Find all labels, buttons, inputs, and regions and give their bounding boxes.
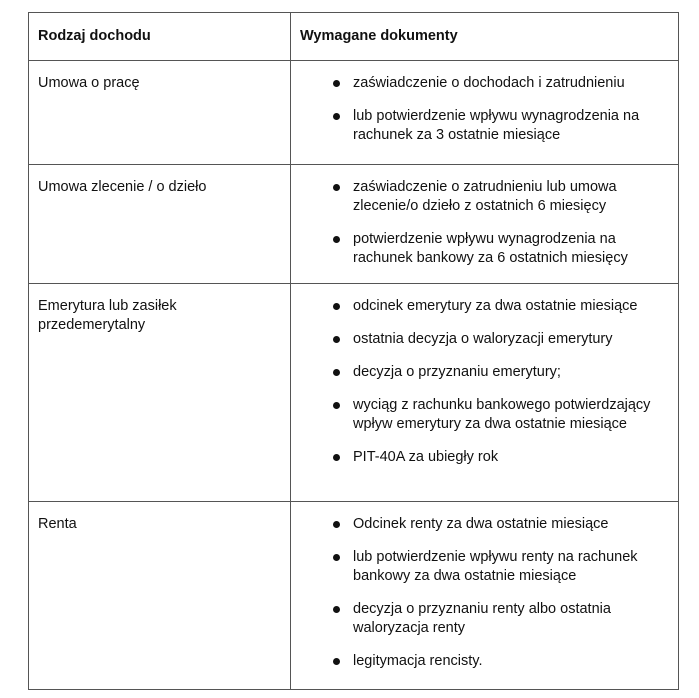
table-row	[29, 165, 679, 284]
income-type-cell: Emerytura lub zasiłek przedemerytalny	[29, 284, 291, 502]
documents-list	[300, 74, 672, 145]
list-item: Odcinek renty za dwa ostatnie miesiące	[300, 515, 672, 534]
documents-list	[300, 515, 672, 671]
list-item: decyzja o przyznaniu renty albo ostatnia waloryzacja renty	[300, 600, 672, 638]
list-item: decyzja o przyznaniu emerytury;	[300, 363, 672, 382]
table-row	[29, 502, 679, 690]
income-type-cell: Renta	[29, 502, 291, 690]
documents-cell	[291, 61, 679, 165]
list-item: PIT-40A za ubiegły rok	[300, 448, 672, 467]
documents-cell	[291, 502, 679, 690]
list-item: ostatnia decyzja o waloryzacji emerytury	[300, 330, 672, 349]
header-required-documents: Wymagane dokumenty	[291, 13, 679, 61]
documents-list	[300, 297, 672, 467]
list-item: zaświadczenie o zatrudnieniu lub umowa zlecenie/o dzieło z ostatnich 6 miesięcy	[300, 178, 672, 216]
documents-cell	[291, 165, 679, 284]
list-item: potwierdzenie wpływu wynagrodzenia na rachunek bankowy za 6 ostatnich miesięcy	[300, 230, 672, 268]
table-row	[29, 61, 679, 165]
documents-cell	[291, 284, 679, 502]
table-row	[29, 284, 679, 502]
header-income-type: Rodzaj dochodu	[29, 13, 291, 61]
list-item: lub potwierdzenie wpływu renty na rachunek bankowy za dwa ostatnie miesiące	[300, 548, 672, 586]
list-item: odcinek emerytury za dwa ostatnie miesiące	[300, 297, 672, 316]
list-item: zaświadczenie o dochodach i zatrudnieniu	[300, 74, 672, 93]
income-type-cell: Umowa o pracę	[29, 61, 291, 165]
list-item: wyciąg z rachunku bankowego potwierdzający wpływ emerytury za dwa ostatnie miesiące	[300, 396, 672, 434]
income-documents-table	[28, 12, 679, 690]
list-item: lub potwierdzenie wpływu wynagrodzenia na rachunek za 3 ostatnie miesiące	[300, 107, 672, 145]
list-item: legitymacja rencisty.	[300, 652, 672, 671]
documents-list	[300, 178, 672, 268]
header-row	[29, 13, 679, 61]
income-type-cell: Umowa zlecenie / o dzieło	[29, 165, 291, 284]
